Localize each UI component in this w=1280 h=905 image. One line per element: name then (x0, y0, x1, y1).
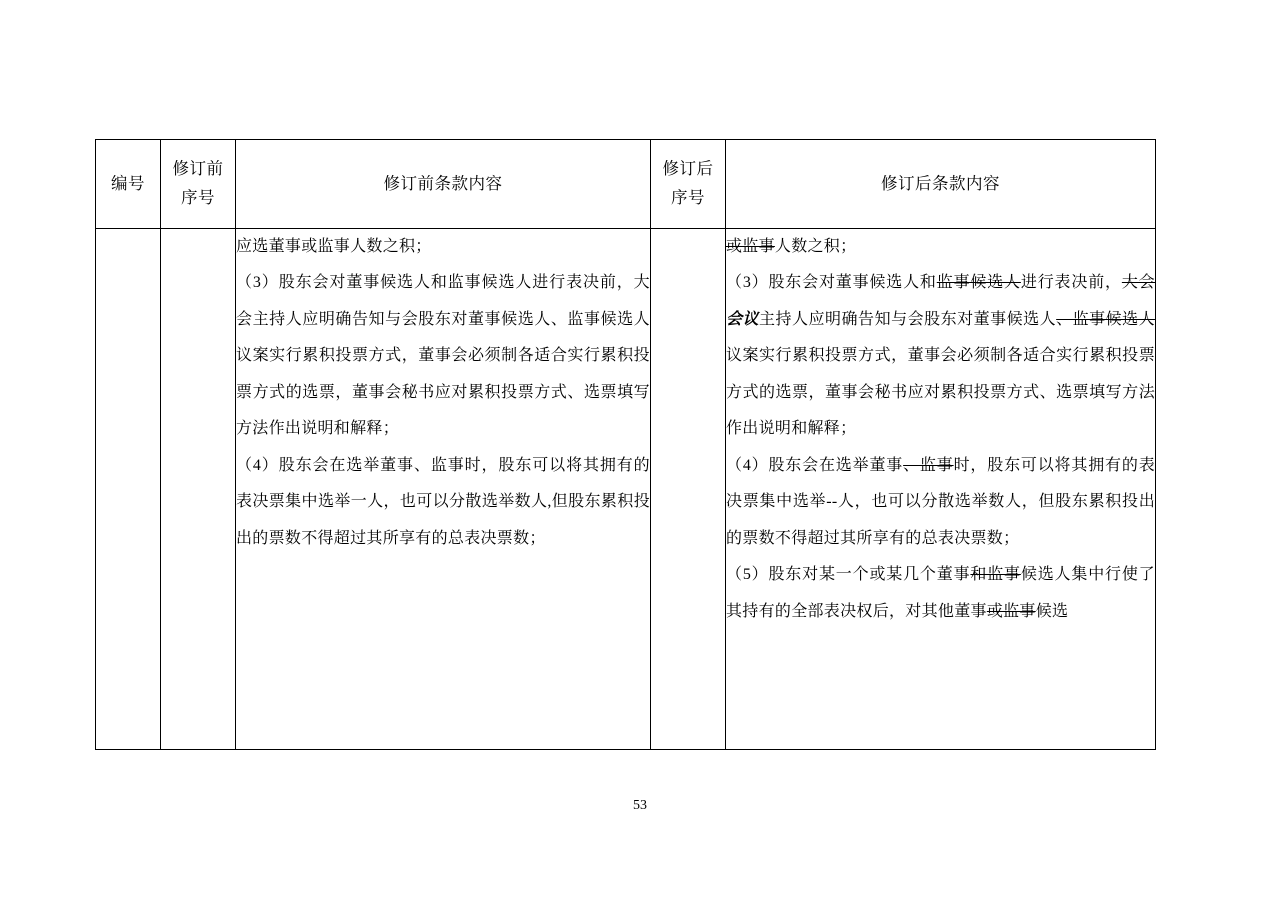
header-new-seq-line1: 修订后 (662, 159, 714, 179)
deleted-text: 或监事 (986, 602, 1036, 620)
deleted-text: 或监事 (726, 238, 775, 255)
header-old-seq-line2: 序号 (181, 188, 215, 207)
unchanged-text: 主持人应明确告知与会股东对董事候选人 (759, 310, 1057, 328)
cell-old-seq (161, 229, 236, 750)
header-new-content-line1: 修订后条款内容 (881, 173, 1000, 193)
old-content-paragraph: （3）股东会对董事候选人和监事候选人进行表决前，大会主持人应明确告知与会股东对董事候选人、监事候选人议案实行累积投票方式，董事会必须制各适合实行累积投票方式的选票，董事会秘书应对累积投票方式、选票填写方法作出说明和解释； (236, 274, 650, 438)
deleted-text: 、监事 (903, 456, 954, 474)
cell-old-content (236, 229, 651, 750)
unchanged-text: （4）股东会在选举董事 (726, 456, 904, 474)
header-cell-new-content (726, 140, 1156, 229)
new-content-paragraphs (726, 229, 1155, 630)
page-number: 53 (633, 798, 647, 813)
deleted-text: 、监事候选人 (1056, 310, 1155, 328)
unchanged-text: 议案实行累积投票方式，董事会必须制各适合实行累积投票方式的选票，董事会秘书应对累积投票方式、选票填写方法作出说明和解释； (726, 347, 1155, 438)
header-no-line1: 编号 (111, 173, 145, 193)
cell-new-content (726, 229, 1156, 750)
unchanged-text: 时，股东可以将其拥有的表决票集中选举--人，也可以分散选举数人，但股东累积投出的票数不得超过其所享有的总表决票数； (726, 456, 1155, 547)
deleted-text: 监事候选人 (936, 274, 1021, 292)
revision-comparison-table (95, 139, 1156, 750)
table-row (96, 229, 1156, 750)
unchanged-text: 候选人集中行使了其持有的全部表决权后，对其他董事 (726, 566, 1155, 620)
header-old-content-line1: 修订前条款内容 (383, 173, 503, 193)
header-cell-no (96, 140, 161, 229)
old-content-paragraph: （4）股东会在选举董事、监事时，股东可以将其拥有的表决票集中选举一人，也可以分散选举数人,但股东累积投出的票数不得超过其所享有的总表决票数； (236, 456, 650, 547)
inserted-text: 会议 (726, 310, 760, 328)
old-content-paragraph: 应选董事或监事人数之积； (236, 238, 432, 255)
deleted-text: 和监事 (970, 566, 1021, 584)
header-cell-old-content (236, 140, 651, 229)
table-header-row (96, 140, 1156, 229)
new-content-paragraph (726, 265, 1155, 447)
new-content-paragraph (726, 448, 1155, 557)
unchanged-text: （3）股东会对董事候选人和 (726, 274, 937, 292)
new-content-paragraph (726, 229, 1155, 265)
header-cell-old-seq (161, 140, 236, 229)
old-content-paragraphs (236, 229, 650, 557)
new-content-paragraph (726, 557, 1155, 630)
unchanged-text: 人数之积； (774, 238, 857, 255)
cell-new-seq (651, 229, 726, 750)
header-new-seq-line2: 序号 (671, 188, 705, 207)
unchanged-text: 候选 (1035, 602, 1069, 620)
unchanged-text: （5）股东对某一个或某几个董事 (726, 566, 971, 584)
header-old-seq-line1: 修订前 (172, 159, 224, 179)
unchanged-text: 进行表决前， (1020, 274, 1122, 292)
deleted-text: 大会 (1121, 274, 1155, 292)
cell-no (96, 229, 161, 750)
header-cell-new-seq (651, 140, 726, 229)
